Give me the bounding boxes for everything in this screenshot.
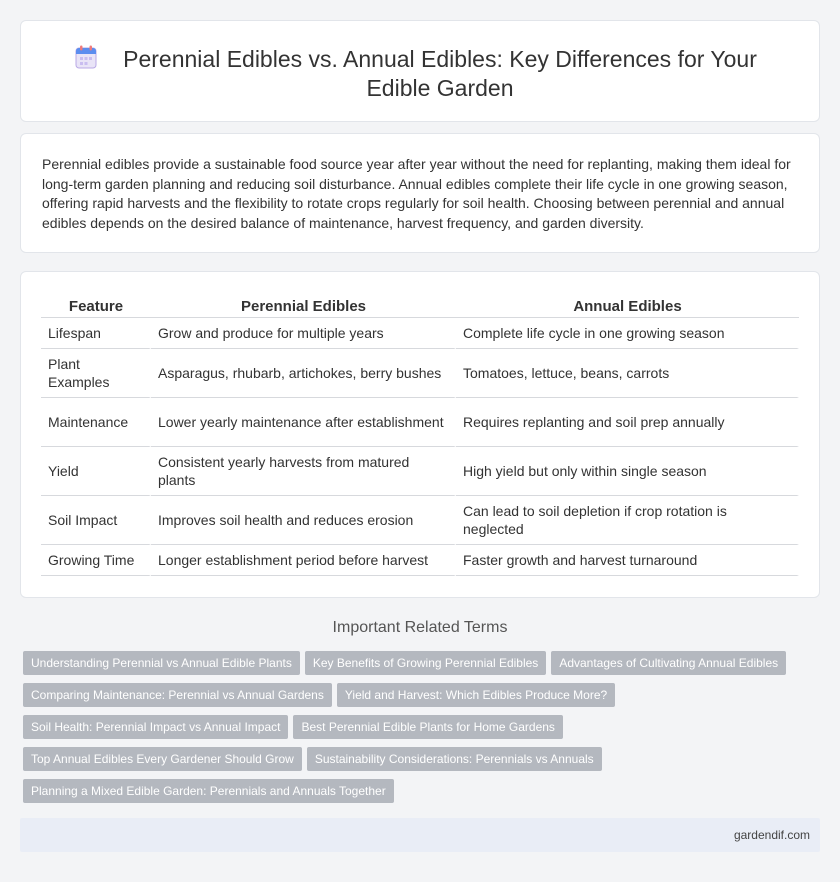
table-row — [41, 318, 799, 349]
table-header-row — [41, 294, 799, 318]
table-row — [41, 398, 799, 447]
annual-cell: Faster growth and harvest turnaround — [456, 545, 799, 576]
feature-cell: Soil Impact — [41, 496, 151, 545]
perennial-cell: Improves soil health and reduces erosion — [151, 496, 456, 545]
perennial-cell: Grow and produce for multiple years — [151, 318, 456, 349]
comparison-table — [41, 294, 799, 576]
feature-cell: Yield — [41, 447, 151, 496]
annual-cell: Requires replanting and soil prep annually — [456, 398, 799, 447]
feature-cell: Maintenance — [41, 398, 151, 447]
related-term-tag[interactable]: Sustainability Considerations: Perennials vs Annuals — [307, 747, 602, 771]
related-term-tag[interactable]: Comparing Maintenance: Perennial vs Annual Gardens — [23, 683, 332, 707]
page-title: Perennial Edibles vs. Annual Edibles: Key Differences for Your Edible Garden — [123, 46, 757, 101]
annual-cell: High yield but only within single season — [456, 447, 799, 496]
related-term-tag[interactable]: Top Annual Edibles Every Gardener Should Grow — [23, 747, 302, 771]
related-term-tag[interactable]: Planning a Mixed Edible Garden: Perennials and Annuals Together — [23, 779, 394, 803]
table-row — [41, 545, 799, 576]
perennial-cell: Longer establishment period before harvest — [151, 545, 456, 576]
footer — [20, 818, 820, 852]
feature-cell: Plant Examples — [41, 349, 151, 398]
table-row — [41, 496, 799, 545]
header-feature: Feature — [41, 294, 151, 318]
header-annual: Annual Edibles — [456, 294, 799, 318]
intro-card — [20, 133, 820, 253]
perennial-cell: Consistent yearly harvests from matured plants — [151, 447, 456, 496]
perennial-cell: Lower yearly maintenance after establishment — [151, 398, 456, 447]
title-card — [20, 20, 820, 122]
related-term-tag[interactable]: Yield and Harvest: Which Edibles Produce More? — [337, 683, 615, 707]
table-row — [41, 349, 799, 398]
related-terms-heading: Important Related Terms — [332, 619, 508, 636]
footer-site-link[interactable]: gardendif.com — [733, 828, 810, 842]
intro-paragraph: Perennial edibles provide a sustainable food source year after year without the need for replanting, making them ideal for long-term garden planning and reducing soil disturbance. Annual edibles complete their life cycle in one growing season, offering rapid harvests and the flexibility to rotate crops regularly for soil health. Choosing between perennial and annual edibles depends on the desired balance of maintenance, harvest frequency, and garden diversity. — [42, 156, 791, 231]
comparison-card — [20, 271, 820, 598]
related-terms-list — [23, 651, 803, 811]
related-term-tag[interactable]: Soil Health: Perennial Impact vs Annual Impact — [23, 715, 288, 739]
table-row — [41, 447, 799, 496]
related-term-tag[interactable]: Understanding Perennial vs Annual Edible Plants — [23, 651, 300, 675]
perennial-cell: Asparagus, rhubarb, artichokes, berry bushes — [151, 349, 456, 398]
related-term-tag[interactable]: Key Benefits of Growing Perennial Edibles — [305, 651, 546, 675]
annual-cell: Can lead to soil depletion if crop rotation is neglected — [456, 496, 799, 545]
annual-cell: Complete life cycle in one growing season — [456, 318, 799, 349]
feature-cell: Growing Time — [41, 545, 151, 576]
annual-cell: Tomatoes, lettuce, beans, carrots — [456, 349, 799, 398]
feature-cell: Lifespan — [41, 318, 151, 349]
related-term-tag[interactable]: Advantages of Cultivating Annual Edibles — [551, 651, 786, 675]
header-perennial: Perennial Edibles — [151, 294, 456, 318]
related-term-tag[interactable]: Best Perennial Edible Plants for Home Gardens — [293, 715, 562, 739]
